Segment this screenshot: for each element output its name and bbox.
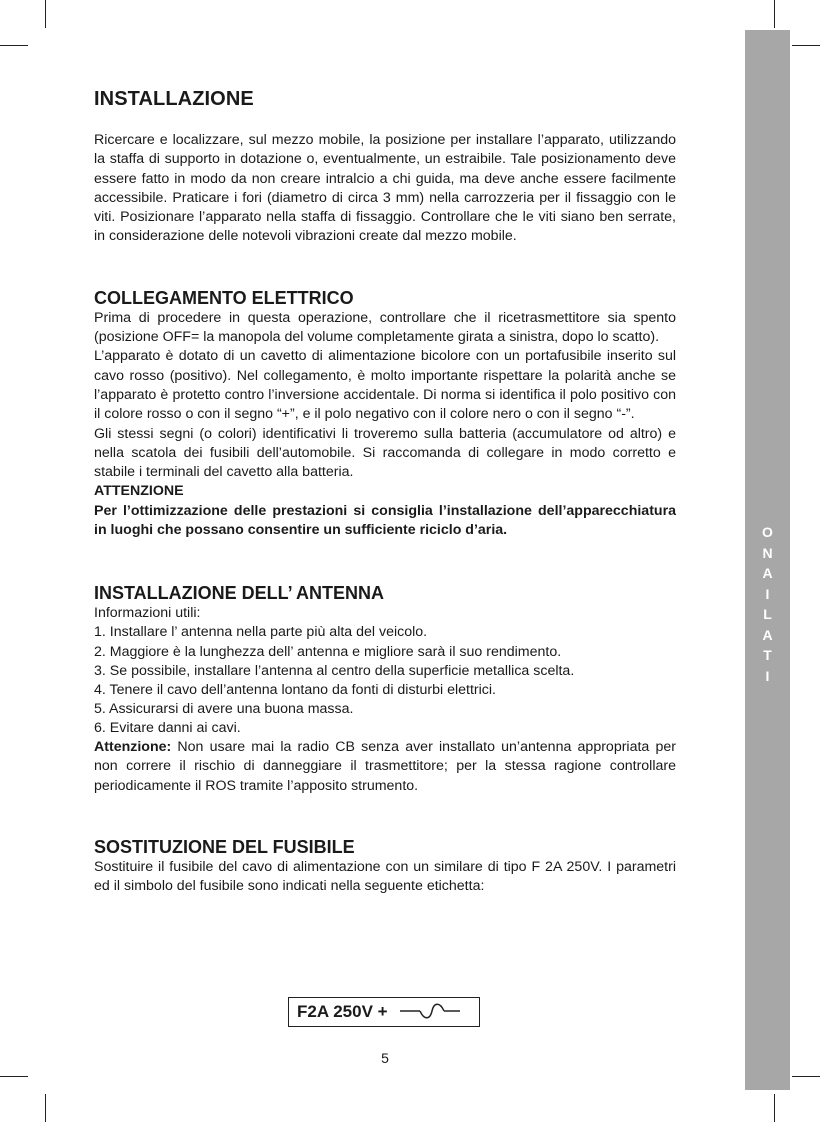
section-heading: INSTALLAZIONE DELL’ ANTENNA [94, 583, 384, 604]
list-item: 3. Se possibile, installare l’antenna al centro della superficie metallica scelta. [94, 662, 575, 679]
list-item: 5. Assicurarsi di avere una buona massa. [94, 700, 354, 717]
section-collegamento [94, 287, 676, 541]
side-letter: N [762, 544, 773, 561]
list-item: 6. Evitare danni ai cavi. [94, 719, 241, 736]
crop-mark [792, 45, 820, 46]
paragraph: L’apparato è dotato di un cavetto di alimentazione bicolore con un portafusibile inserito sul cavo rosso (positivo). Nel collegamento, è molto importante rispettare la polarità anche se l’apparato è protetto contro l’inversione accidentale. Di norma si identifica il polo positivo con il colore rosso o con il segno “+”, e il polo negativo con il colore nero o con il segno “-”. [94, 348, 676, 423]
section-heading: INSTALLAZIONE [94, 88, 254, 110]
crop-mark [0, 1076, 28, 1077]
page-content [94, 88, 676, 896]
language-side-tab [745, 30, 790, 1090]
list-item: 1. Installare l’ antenna nella parte più alta del veicolo. [94, 624, 428, 641]
side-letter: A [762, 626, 773, 643]
language-label [745, 522, 790, 686]
side-letter: I [765, 667, 770, 684]
side-letter: A [762, 565, 773, 581]
section-fusibile [94, 836, 676, 897]
crop-mark [774, 0, 775, 28]
crop-mark [774, 1094, 775, 1122]
paragraph: Prima di procedere in questa operazione, controllare che il ricetrasmettitore sia spento (posizione OFF= la manopola del volume completamente girata a sinistra, dopo lo scatto). [94, 309, 676, 346]
attention-title: ATTENZIONE [94, 483, 184, 500]
fuse-label-box [288, 997, 480, 1027]
fuse-symbol-icon [398, 1000, 462, 1025]
section-heading: SOSTITUZIONE DEL FUSIBILE [94, 836, 355, 857]
crop-mark [0, 45, 28, 46]
crop-mark [45, 0, 46, 28]
crop-mark [792, 1076, 820, 1077]
section-antenna [94, 582, 676, 796]
section-installazione [94, 88, 676, 247]
attention-text: Per l’ottimizzazione delle prestazioni si consiglia l’installazione dell’apparecchiatura in luoghi che possano consentire un sufficiente riciclo d’aria. [94, 502, 676, 539]
section-heading: COLLEGAMENTO ELETTRICO [94, 287, 354, 308]
list-intro: Informazioni utili: [94, 605, 201, 622]
paragraph: Gli stessi segni (o colori) identificativi li troveremo sulla batteria (accumulatore od altro) e nella scatola dei fusibili dell’automobile. Si raccomanda di collegare in modo corretto e stabile i terminali del cavetto alla batteria. [94, 425, 676, 481]
crop-mark [45, 1094, 46, 1122]
side-letter: O [762, 524, 773, 540]
section-body: Ricercare e localizzare, sul mezzo mobile, la posizione per installare l’apparato, utilizzando la staffa di supporto in dotazione o, eventualmente, un estraibile. Tale posizionamento deve essere fatto in modo da non creare intralcio a chi guida, ma deve anche essere facilmente accessibile. Praticare i fori (diametro di circa 3 mm) nella carrozzeria per il fissaggio con le viti. Posizionare l’apparato nella staffa di fissaggio. Controllare che le viti siano ben serrate, in considerazione delle notevoli vibrazioni create dal mezzo mobile. [94, 132, 676, 245]
list-item: 2. Maggiore è la lunghezza dell’ antenna e migliore sarà il suo rendimento. [94, 643, 562, 660]
page-number: 5 [381, 1050, 389, 1066]
list-item: 4. Tenere il cavo dell’antenna lontano da fonti di disturbi elettrici. [94, 681, 496, 698]
fuse-label-text: F2A 250V + [297, 1002, 388, 1021]
antenna-note [94, 738, 676, 796]
section-body: Sostituire il fusibile del cavo di alimentazione con un similare di tipo F 2A 250V. I parametri ed il simbolo del fusibile sono indicati nella seguente etichetta: [94, 858, 676, 895]
side-letter: I [765, 585, 770, 602]
side-letter: L [763, 606, 772, 622]
note-label: Attenzione: [94, 739, 172, 755]
note-text: Non usare mai la radio CB senza aver installato un’antenna appropriata per non correre il rischio di danneggiare il trasmettitore; per la stessa ragione controllare periodicamente il ROS tramite l’apposito strumento. [94, 739, 676, 794]
side-letter: T [763, 647, 772, 663]
